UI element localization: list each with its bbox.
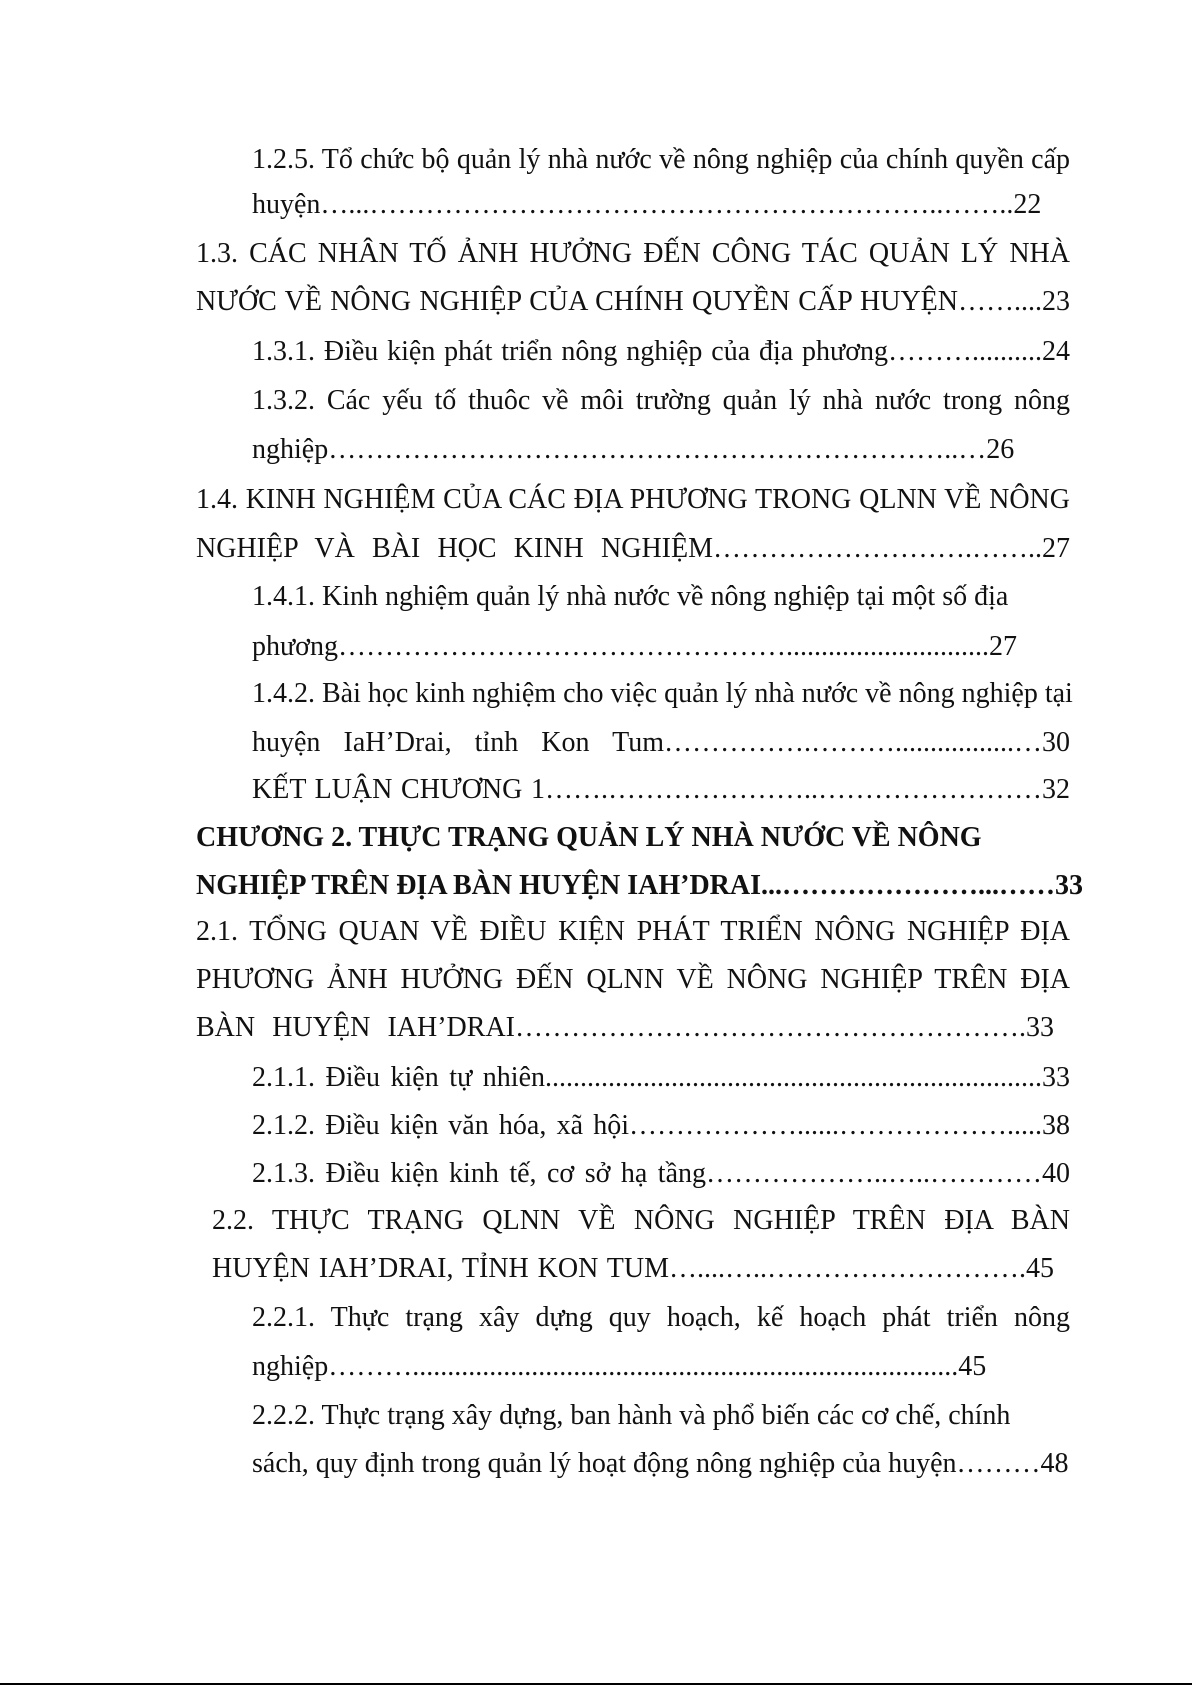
toc-line: 1.4.1. Kinh nghiệm quản lý nhà nước về nông nghiệp tại một số địa [252,581,1009,612]
toc-line: KẾT LUẬN CHƯƠNG 1…….…………………..……………………32 [252,774,1070,805]
toc-line: 2.2.1. Thực trạng xây dựng quy hoạch, kế hoạch phát triển nông [252,1302,1070,1333]
toc-line: NGHIỆP VÀ BÀI HỌC KINH NGHIỆM……………………….……..27 [196,533,1070,564]
toc-line: PHƯƠNG ẢNH HƯỞNG ĐẾN QLNN VỀ NÔNG NGHIỆP TRÊN ĐỊA [196,964,1070,995]
toc-line: 1.2.5. Tổ chức bộ quản lý nhà nước về nông nghiệp của chính quyền cấp [252,144,1070,175]
toc-line: 2.2.2. Thực trạng xây dựng, ban hành và phổ biến các cơ chế, chính [252,1400,1011,1431]
toc-line: phương………………………………………….............................27 [252,631,1017,662]
toc-line: nghiệp………..............................................................................45 [252,1351,987,1382]
toc-line: 2.1.3. Điều kiện kinh tế, cơ sở hạ tầng………………..…..…………40 [252,1158,1070,1189]
toc-line: 2.1. TỔNG QUAN VỀ ĐIỀU KIỆN PHÁT TRIỂN NÔNG NGHIỆP ĐỊA [196,916,1070,947]
toc-line: 1.4.2. Bài học kinh nghiệm cho việc quản lý nhà nước về nông nghiệp tại [252,678,1073,709]
toc-line: huyện IaH’Drai, tỉnh Kon Tum…………….……….................…30 [252,727,1070,758]
toc-line: huyện…...……………………………………………………..……..22 [252,189,1042,220]
toc-chapter-heading: NGHIỆP TRÊN ĐỊA BÀN HUYỆN IAH’DRAI...…………………...……33 [196,870,1084,901]
toc-chapter-heading: CHƯƠNG 2. THỰC TRẠNG QUẢN LÝ NHÀ NƯỚC VỀ NÔNG [196,822,982,853]
toc-line: NƯỚC VỀ NÔNG NGHIỆP CỦA CHÍNH QUYỀN CẤP HUYỆN……....23 [196,286,1070,317]
toc-line: 2.2. THỰC TRẠNG QLNN VỀ NÔNG NGHIỆP TRÊN ĐỊA BÀN [212,1205,1070,1236]
toc-line: BÀN HUYỆN IAH’DRAI……………………………………………….33 [196,1012,1054,1043]
toc-line: nghiệp…………………………………………………………..…26 [252,434,1015,465]
toc-line: sách, quy định trong quản lý hoạt động nông nghiệp của huyện………48 [252,1448,1069,1479]
toc-line: HUYỆN IAH’DRAI, TỈNH KON TUM…....…..……………………….45 [212,1253,1054,1284]
toc-line: 1.3. CÁC NHÂN TỐ ẢNH HƯỞNG ĐẾN CÔNG TÁC QUẢN LÝ NHÀ [196,238,1070,269]
toc-line: 1.3.2. Các yếu tố thuôc về môi trường quản lý nhà nước trong nông [252,385,1070,416]
toc-line: 2.1.2. Điều kiện văn hóa, xã hội………………......……………….....38 [252,1110,1070,1141]
toc-line: 2.1.1. Điều kiện tự nhiên.......................................................................33 [252,1062,1070,1093]
toc-line: 1.3.1. Điều kiện phát triển nông nghiệp của địa phương………..........24 [252,336,1070,367]
toc-line: 1.4. KINH NGHIỆM CỦA CÁC ĐỊA PHƯƠNG TRONG QLNN VỀ NÔNG [196,484,1070,515]
